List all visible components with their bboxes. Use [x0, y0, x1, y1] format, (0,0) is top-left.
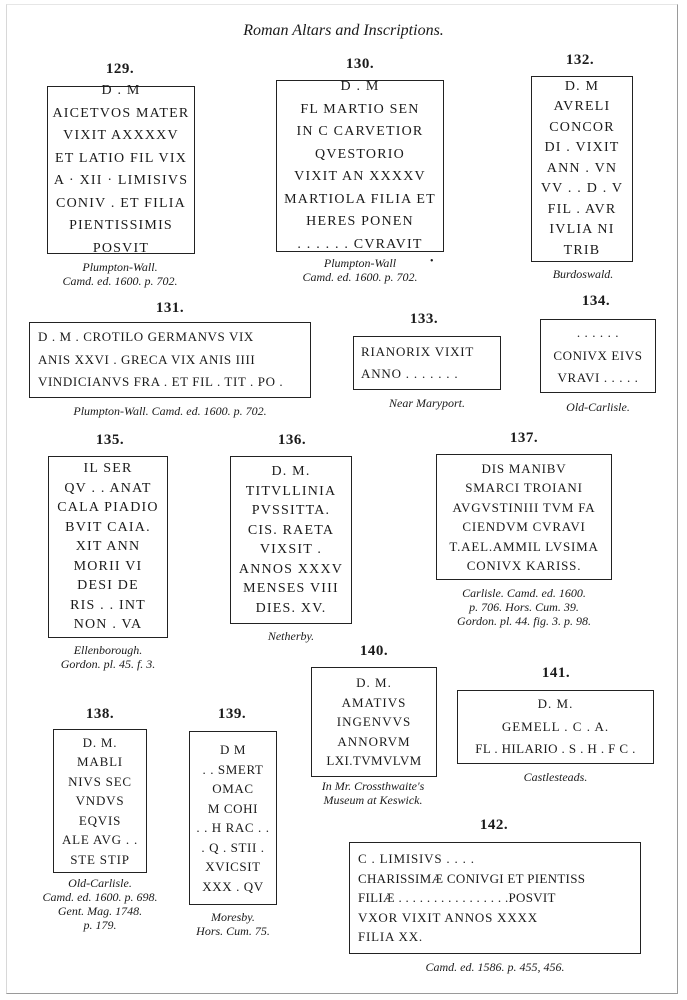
inscription-line: D. M.	[271, 464, 311, 479]
inscription-line: PVSSITTA.	[251, 503, 331, 518]
inscription-number: 135.	[95, 432, 125, 448]
inscription-caption	[40, 260, 200, 288]
inscription-number: 137.	[509, 430, 539, 446]
inscription-line: AVRELI	[553, 99, 611, 115]
inscription-line: D. M.	[537, 696, 574, 712]
inscription-number: 142.	[479, 817, 509, 833]
inscription-caption	[349, 960, 641, 974]
inscription-box-138	[53, 729, 147, 873]
caption-line: Burdoswald.	[552, 267, 614, 281]
inscription-line: CONIVX KARISS.	[466, 558, 582, 573]
inscription-line: RIANORIX VIXIT	[361, 343, 475, 359]
inscription-box-130	[276, 80, 444, 252]
inscription-line: D M	[220, 742, 246, 757]
inscription-line: CIENDVM CVRAVI	[462, 519, 586, 534]
inscription-line: D. M.	[356, 675, 392, 691]
inscription-line: TITVLLINIA	[245, 483, 337, 499]
inscription-line: CHARISSIMÆ CONIVGI ET PIENTISS	[358, 870, 586, 886]
inscription-line: FILIÆ . . . . . . . . . . . . . . . .POSVIT	[358, 890, 556, 906]
inscription-line: . . . . . .	[576, 325, 620, 341]
inscription-number: 133.	[409, 311, 439, 327]
inscription-line: D . M . CROTILO GERMANVS VIX	[38, 329, 254, 345]
inscription-line: MABLI	[77, 754, 123, 770]
ink-dot: •	[430, 256, 434, 267]
caption-line: Plumpton-Wall	[323, 256, 397, 270]
inscription-line: NON . VA	[73, 617, 143, 633]
inscription-caption	[280, 256, 440, 284]
caption-line: Plumpton-Wall. Camd. ed. 1600. p. 702.	[73, 404, 267, 418]
inscription-line: DIES. XV.	[255, 600, 327, 616]
caption-line: Gent. Mag. 1748.	[57, 904, 143, 918]
inscription-caption	[353, 396, 501, 410]
page-title: Roman Altars and Inscriptions.	[243, 22, 444, 39]
inscription-line: D. M.	[82, 734, 118, 750]
inscription-line: XXX . QV	[202, 878, 264, 894]
inscription-line: INGENVVS	[336, 714, 412, 730]
inscription-caption	[29, 404, 311, 418]
caption-line: Netherby.	[267, 629, 315, 643]
inscription-number: 134.	[581, 293, 611, 309]
caption-line: Gordon. pl. 44. fig. 3. p. 98.	[457, 614, 591, 628]
inscription-number: 138.	[85, 706, 115, 722]
inscription-number: 130.	[345, 56, 375, 72]
inscription-line: OMAC	[212, 781, 254, 796]
inscription-line: IVLIA NI	[549, 222, 615, 238]
inscription-line: STE STIP	[70, 851, 130, 867]
inscription-line: CONIV . ET FILIA	[56, 195, 186, 211]
inscription-line: VNDVS	[75, 793, 125, 809]
inscription-line: ALE AVG . .	[61, 832, 139, 848]
inscription-line: DI . VIXIT	[544, 140, 620, 156]
inscription-line: IN C CARVETIOR	[296, 124, 424, 139]
inscription-caption	[230, 629, 352, 643]
inscription-line: RIS . . INT	[70, 597, 146, 613]
inscription-line: FILIA XX.	[358, 929, 423, 945]
inscription-line: QVESTORIO	[315, 146, 405, 162]
inscription-line: DESI DE	[77, 578, 139, 594]
inscription-line: T.AEL.AMMIL LVSIMA	[449, 538, 599, 554]
inscription-box-139	[189, 731, 277, 905]
inscription-line: MENSES VIII	[243, 581, 339, 596]
inscription-caption	[38, 643, 178, 671]
caption-line: Camd. ed. 1600. p. 702.	[302, 270, 418, 284]
inscription-line: C . LIMISIVS . . . .	[358, 851, 475, 867]
inscription-line: LXI.TVMVLVM	[326, 753, 422, 769]
inscription-line: D. M	[564, 78, 600, 94]
caption-line: Castlesteads.	[523, 770, 588, 784]
inscription-line: BVIT CAIA.	[65, 519, 151, 535]
inscription-line: . . H RAC . .	[196, 820, 270, 835]
inscription-line: FL . HILARIO . S . H . F C .	[475, 741, 636, 757]
inscription-line: VIXSIT .	[259, 542, 323, 557]
inscription-box-141	[457, 690, 654, 764]
inscription-line: VINDICIANVS FRA . ET FIL . TIT . PO .	[38, 374, 284, 390]
inscription-line: VIXIT AXXXXV	[63, 128, 179, 143]
inscription-line: VV . . D . V	[540, 181, 624, 197]
inscription-line: AICETVOS MATER	[52, 105, 190, 121]
inscription-caption	[25, 876, 175, 932]
inscription-line: POSVIT	[92, 240, 150, 256]
caption-line: Hors. Cum. 75.	[196, 924, 270, 938]
inscription-line: QV . . ANAT	[64, 480, 152, 496]
inscription-box-132	[531, 76, 633, 262]
caption-line: Gordon. pl. 45. f. 3.	[60, 657, 156, 671]
inscription-line: EQVIS	[78, 812, 122, 828]
caption-line: Camd. ed. 1600. p. 698.	[42, 890, 158, 904]
inscription-line: ANNORVM	[337, 733, 411, 749]
inscription-number: 131.	[155, 300, 185, 316]
inscription-line: XIT ANN	[75, 539, 141, 555]
inscription-line: MORII VI	[73, 558, 143, 574]
inscription-box-142	[349, 842, 641, 954]
caption-line: Moresby.	[211, 910, 255, 924]
inscription-number: 136.	[277, 432, 307, 448]
inscription-line: ANNOS XXXV	[238, 561, 344, 577]
caption-line: Carlisle. Camd. ed. 1600.	[462, 586, 586, 600]
inscription-box-129	[47, 83, 195, 256]
inscription-box-137	[436, 454, 612, 580]
inscription-caption	[173, 910, 293, 938]
inscription-line: ANN . VN	[546, 160, 618, 176]
inscription-line: CONCOR	[549, 119, 615, 135]
inscription-line: . Q . STII .	[201, 839, 265, 855]
caption-line: Camd. ed. 1586. p. 455, 456.	[425, 960, 565, 974]
inscription-line: NIVS SEC	[68, 773, 132, 789]
inscription-number: 132.	[565, 52, 595, 68]
inscription-line: SMARCI TROIANI	[465, 480, 583, 495]
inscription-line: CONIVX EIVS	[553, 347, 643, 363]
inscription-box-131	[29, 322, 311, 398]
caption-line: Old-Carlisle.	[566, 400, 630, 414]
inscription-box-134	[540, 319, 656, 393]
inscription-line: TRIB	[563, 242, 601, 258]
inscription-line: MARTIOLA FILIA ET	[284, 191, 436, 207]
inscription-caption	[426, 586, 622, 628]
inscription-line: VXOR VIXIT ANNOS XXXX	[358, 909, 538, 925]
inscription-line: HERES PONEN	[306, 214, 414, 229]
inscription-line: ET LATIO FIL VIX	[54, 150, 188, 166]
inscription-line: PIENTISSIMIS	[69, 218, 173, 233]
inscription-box-135	[48, 456, 168, 638]
inscription-line: ANIS XXVI . GRECA VIX ANIS IIII	[38, 351, 256, 367]
inscription-line: D . M	[101, 83, 141, 98]
inscription-caption	[535, 267, 631, 281]
inscription-line: GEMELL . C . A.	[501, 718, 610, 734]
inscription-line: DIS MANIBV	[481, 460, 567, 476]
inscription-caption	[298, 779, 448, 807]
inscription-number: 139.	[217, 706, 247, 722]
inscription-line: AMATIVS	[341, 694, 407, 710]
inscription-line: CALA PIADIO	[57, 500, 159, 516]
inscription-line: FL MARTIO SEN	[300, 101, 420, 117]
caption-line: Museum at Keswick.	[323, 793, 423, 807]
inscription-line: D . M	[340, 79, 380, 94]
caption-line: Old-Carlisle.	[68, 876, 132, 890]
inscription-number: 129.	[105, 61, 135, 77]
inscription-line: A · XII · LIMISIVS	[53, 173, 189, 188]
inscription-line: . . . . . . CVRAVIT	[297, 236, 423, 252]
inscription-line: XVICSIT	[205, 859, 261, 874]
caption-line: Ellenborough.	[73, 643, 143, 657]
inscription-caption	[540, 400, 656, 414]
caption-line: Camd. ed. 1600. p. 702.	[62, 274, 178, 288]
caption-line: In Mr. Crossthwaite's	[321, 779, 425, 793]
inscription-box-133	[353, 336, 501, 390]
inscription-line: . . SMERT	[202, 761, 264, 777]
inscription-line: M COHI	[207, 800, 259, 816]
caption-line: p. 179.	[83, 918, 117, 932]
caption-line: Near Maryport.	[389, 396, 465, 410]
inscription-line: VRAVI . . . . .	[557, 370, 639, 386]
inscription-line: IL SER	[83, 461, 133, 477]
inscription-box-136	[230, 456, 352, 624]
inscription-line: FIL . AVR	[547, 201, 617, 217]
inscription-box-140	[311, 667, 437, 777]
inscription-line: VIXIT AN XXXXV	[294, 169, 426, 184]
inscription-line: AVGVSTINIII TVM FA	[452, 499, 596, 515]
inscription-line: CIS. RAETA	[247, 522, 335, 538]
inscription-number: 141.	[541, 665, 571, 681]
inscription-line: ANNO . . . . . . .	[361, 366, 459, 381]
inscription-caption	[457, 770, 654, 784]
caption-line: Plumpton-Wall.	[82, 260, 158, 274]
caption-line: p. 706. Hors. Cum. 39.	[469, 600, 579, 614]
inscription-number: 140.	[359, 643, 389, 659]
